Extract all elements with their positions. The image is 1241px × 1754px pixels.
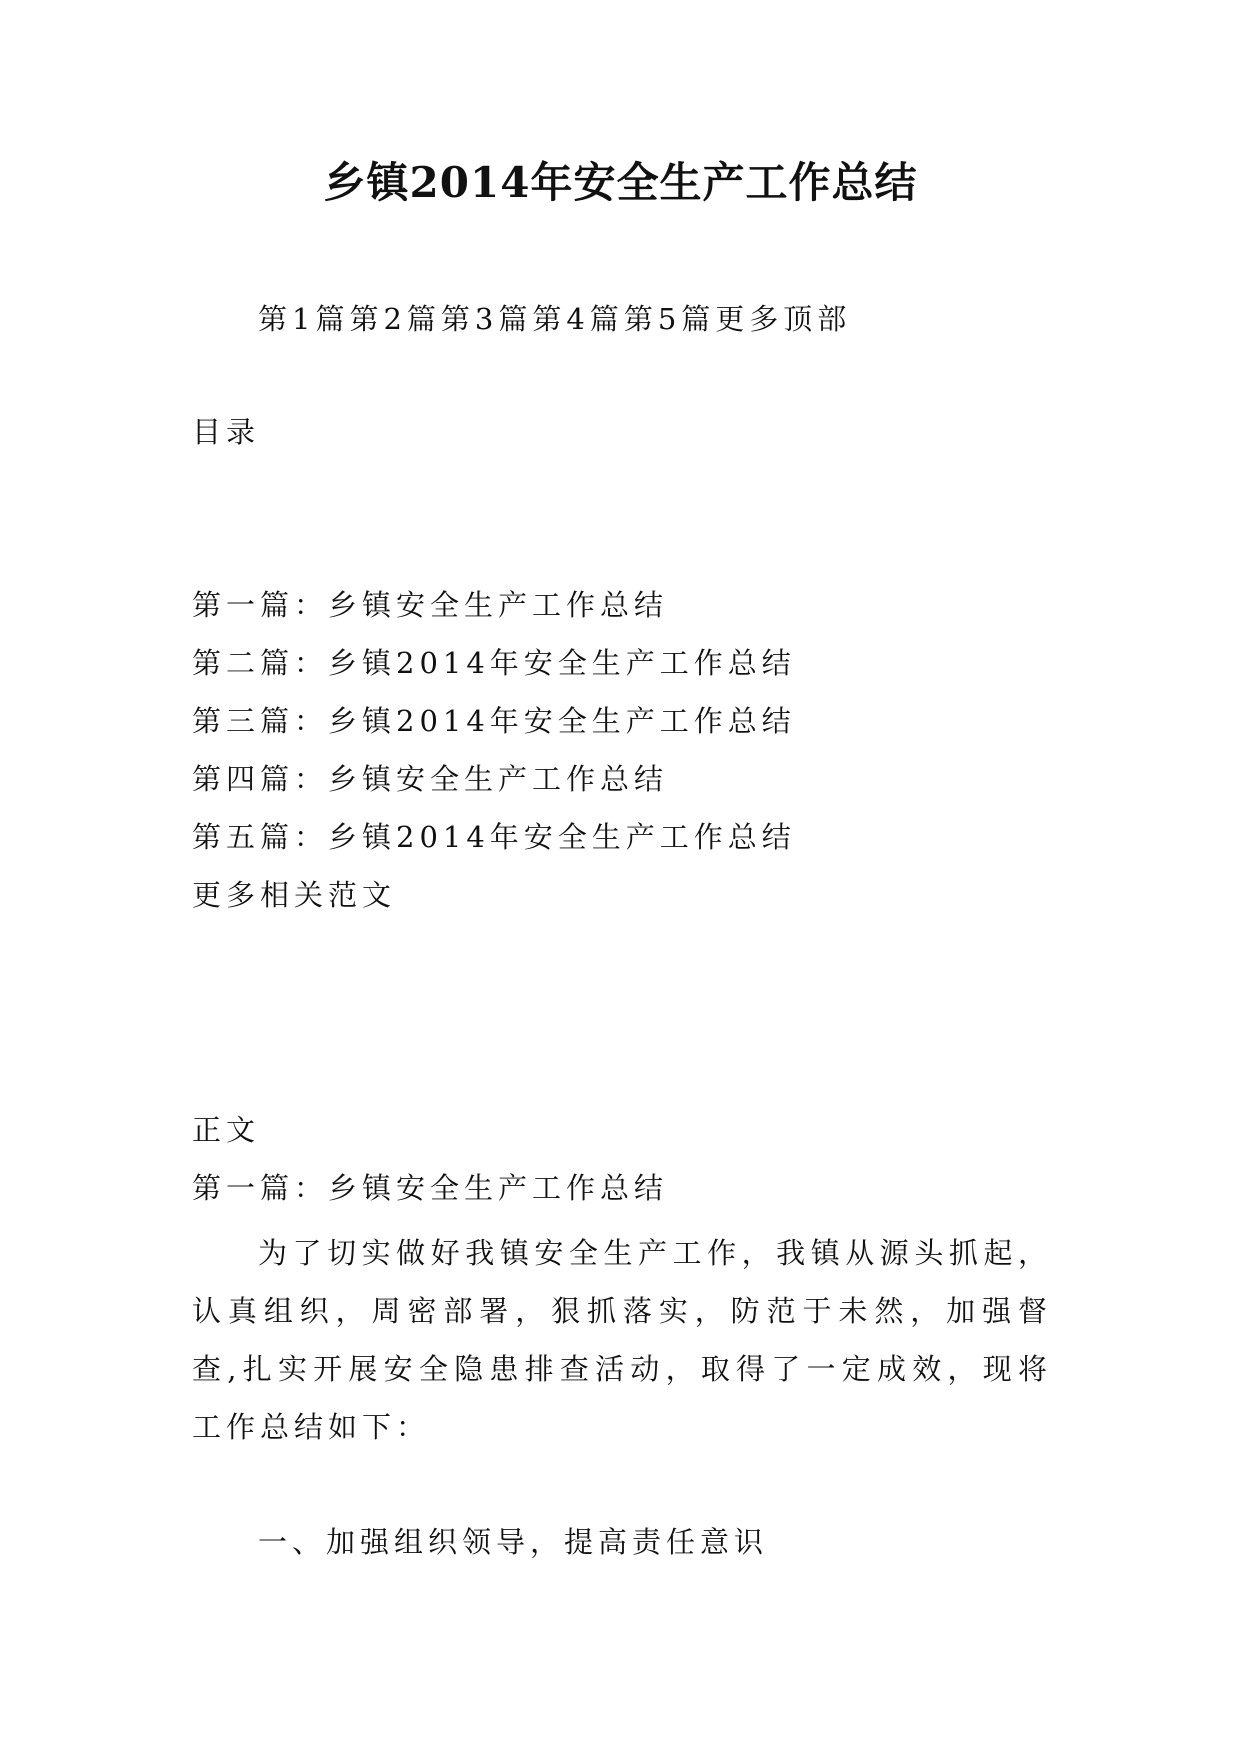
nav-link-top[interactable]: 顶部 — [783, 302, 852, 336]
toc-item-1[interactable]: 第一篇：乡镇安全生产工作总结 — [192, 588, 669, 622]
toc-item-3[interactable]: 第三篇：乡镇2014年安全生产工作总结 — [192, 704, 796, 738]
toc-more-link[interactable]: 更多相关范文 — [192, 878, 397, 912]
nav-link-chapter-4[interactable]: 第4篇 — [532, 302, 624, 336]
document-title: 乡镇2014年安全生产工作总结 — [323, 158, 918, 207]
nav-link-chapter-2[interactable]: 第2篇 — [349, 302, 441, 336]
article-title: 第一篇：乡镇安全生产工作总结 — [192, 1171, 669, 1205]
chapter-nav — [258, 297, 851, 338]
toc-item-5[interactable]: 第五篇：乡镇2014年安全生产工作总结 — [192, 820, 796, 854]
body-heading: 正文 — [192, 1113, 261, 1147]
toc-item-2[interactable]: 第二篇：乡镇2014年安全生产工作总结 — [192, 646, 796, 680]
nav-link-more[interactable]: 更多 — [715, 302, 784, 336]
toc-item-4[interactable]: 第四篇：乡镇安全生产工作总结 — [192, 762, 669, 796]
section-heading-1: 一、加强组织领导，提高责任意识 — [258, 1525, 769, 1559]
intro-paragraph: 为了切实做好我镇安全生产工作，我镇从源头抓起，认真组织，周密部署，狠抓落实，防范于未然，加强督查,扎实开展安全隐患排查活动，取得了一定成效，现将工作总结如下： — [192, 1236, 1052, 1444]
nav-link-chapter-3[interactable]: 第3篇 — [440, 302, 533, 336]
toc-heading: 目录 — [192, 415, 261, 449]
nav-link-chapter-1[interactable]: 第1篇 — [258, 302, 350, 336]
nav-link-chapter-5[interactable]: 第5篇 — [623, 302, 716, 336]
